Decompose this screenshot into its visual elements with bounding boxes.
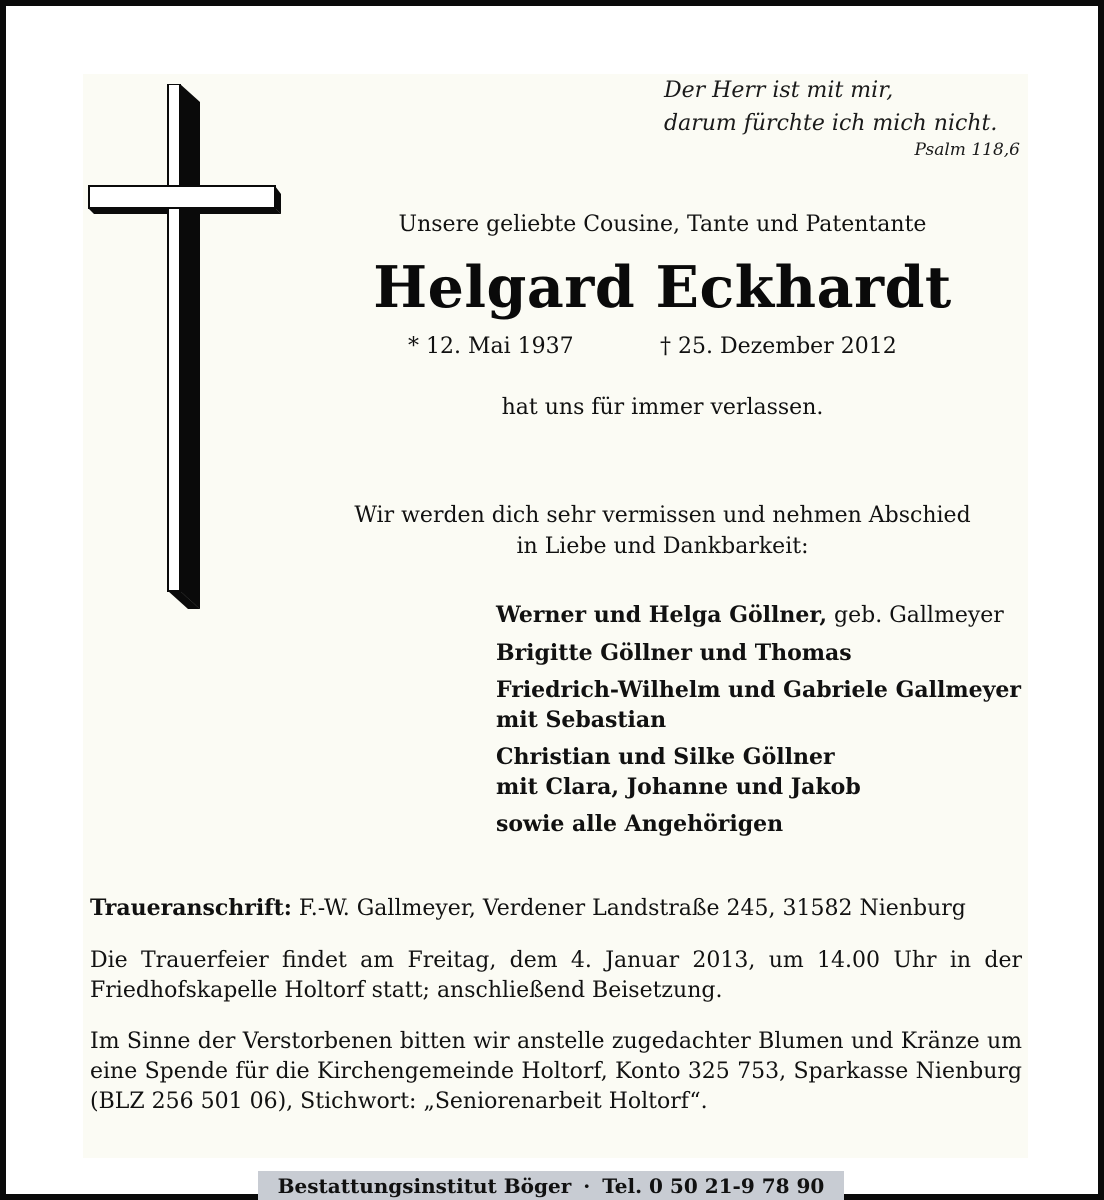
mourner-children: mit Clara, Johanne und Jakob	[496, 774, 861, 800]
mourners-list	[496, 600, 1021, 846]
bible-quote	[664, 74, 997, 140]
cross-vertical-beam	[168, 84, 180, 591]
farewell-line-2: in Liebe und Dankbarkeit:	[516, 534, 809, 559]
mourner-name: Friedrich-Wilhelm und Gabriele Gallmeyer	[496, 677, 1021, 703]
address-text: F.-W. Gallmeyer, Verdener Landstraße 245, 31582 Nienburg	[291, 896, 966, 921]
mourner-name: Werner und Helga Göllner,	[496, 602, 828, 628]
mourning-address	[90, 895, 966, 921]
cross-center	[169, 187, 179, 207]
quote-line-1: Der Herr ist mit mir,	[664, 78, 894, 103]
mourner-name: Christian und Silke Göllner	[496, 744, 835, 770]
mourner-maiden-name: geb. Gallmeyer	[827, 603, 1004, 628]
cross-horizontal-beam	[89, 186, 275, 208]
farewell-text	[330, 500, 995, 562]
intro-text: Unsere geliebte Cousine, Tante und Patentante	[398, 212, 927, 237]
mourner-children: mit Sebastian	[496, 707, 667, 733]
mourner-entry	[496, 600, 1021, 631]
farewell-line-1: Wir werden dich sehr vermissen und nehmen Abschied	[354, 503, 971, 528]
cross-icon	[88, 84, 288, 609]
ceremony-info: Die Trauerfeier findet am Freitag, dem 4. Januar 2013, um 14.00 Uhr in der Friedhofskapelle Holtorf statt; anschließend Beisetzung.	[90, 948, 1022, 1003]
mourner-name: sowie alle Angehörigen	[496, 811, 784, 837]
funeral-home-phone: Tel. 0 50 21-9 78 90	[602, 1173, 825, 1198]
mourner-entry	[496, 675, 1021, 735]
mourner-entry	[496, 742, 1021, 802]
footer-separator: ·	[583, 1173, 591, 1198]
address-label: Traueranschrift:	[90, 895, 292, 921]
quote-reference: Psalm 118,6	[914, 140, 1020, 160]
birth-date: * 12. Mai 1937	[408, 334, 574, 359]
mourner-entry	[496, 809, 1021, 839]
mourner-entry	[496, 638, 1021, 668]
quote-line-2: darum fürchte ich mich nicht.	[664, 111, 998, 136]
death-date: † 25. Dezember 2012	[660, 334, 897, 359]
deceased-name: Helgard Eckhardt	[373, 254, 952, 321]
departure-phrase: hat uns für immer verlassen.	[501, 395, 824, 420]
funeral-home-footer	[258, 1171, 844, 1200]
donation-request: Im Sinne der Verstorbenen bitten wir anstelle zugedachter Blumen und Kränze um eine Spende für die Kirchengemeinde Holtorf, Konto 325 753, Sparkasse Nienburg (BLZ 256 501 06), Stichwort: „Seniorenarbeit Holtorf“.	[90, 1029, 1022, 1114]
cross-shadow-vertical	[180, 84, 200, 609]
mourner-name: Brigitte Göllner und Thomas	[496, 640, 852, 666]
funeral-home-name: Bestattungsinstitut Böger	[277, 1173, 572, 1198]
